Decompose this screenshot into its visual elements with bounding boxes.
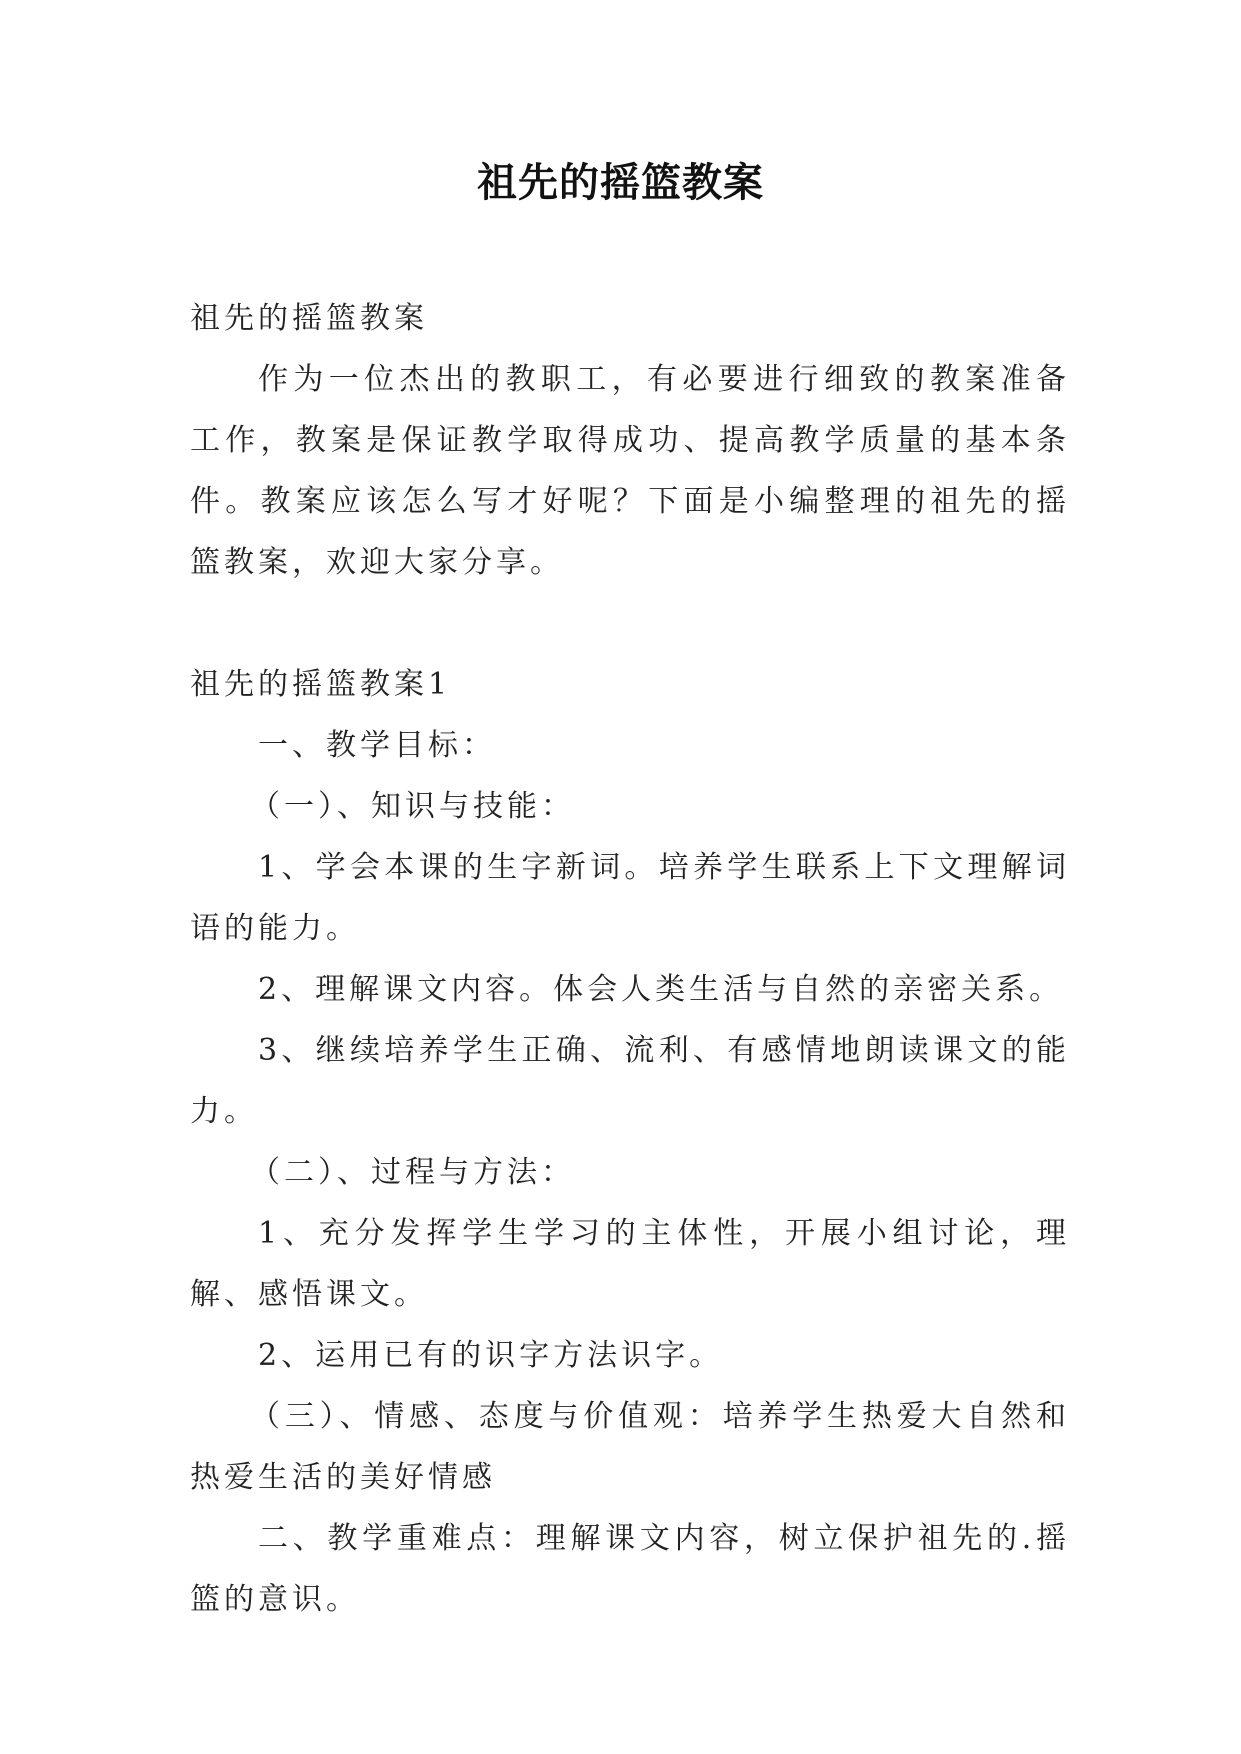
knowledge-item: 3、继续培养学生正确、流利、有感情地朗读课文的能力。: [190, 1033, 1070, 1129]
objectives-heading: 一、教学目标：: [258, 728, 496, 763]
knowledge-item: 1、学会本课的生字新词。培养学生联系上下文理解词语的能力。: [190, 850, 1070, 946]
paragraph-spacer: [190, 593, 1070, 654]
document-subtitle: 祖先的摇篮教案: [190, 301, 428, 336]
page-title: 祖先的摇篮教案: [477, 160, 764, 206]
key-points-paragraph: 二、教学重难点：理解课文内容，树立保护祖先的.摇篮的意识。: [190, 1521, 1070, 1617]
knowledge-heading: （一）、知识与技能：: [250, 789, 575, 824]
intro-paragraph: 作为一位杰出的教职工，有必要进行细致的教案准备工作，教案是保证教学取得成功、提高教学质量的基本条件。教案应该怎么写才好呢？下面是小编整理的祖先的摇篮教案，欢迎大家分享。: [190, 362, 1070, 580]
knowledge-item: 2、理解课文内容。体会人类生活与自然的亲密关系。: [258, 972, 1064, 1007]
process-heading: （二）、过程与方法：: [250, 1155, 575, 1190]
process-item: 1、充分发挥学生学习的主体性，开展小组讨论，理解、感悟课文。: [190, 1216, 1070, 1312]
section-heading: 祖先的摇篮教案1: [190, 667, 452, 702]
emotion-paragraph: （三）、情感、态度与价值观：培养学生热爱大自然和热爱生活的美好情感: [190, 1399, 1070, 1495]
process-item: 2、运用已有的识字方法识字。: [258, 1338, 724, 1373]
document-body: [190, 288, 1070, 1630]
